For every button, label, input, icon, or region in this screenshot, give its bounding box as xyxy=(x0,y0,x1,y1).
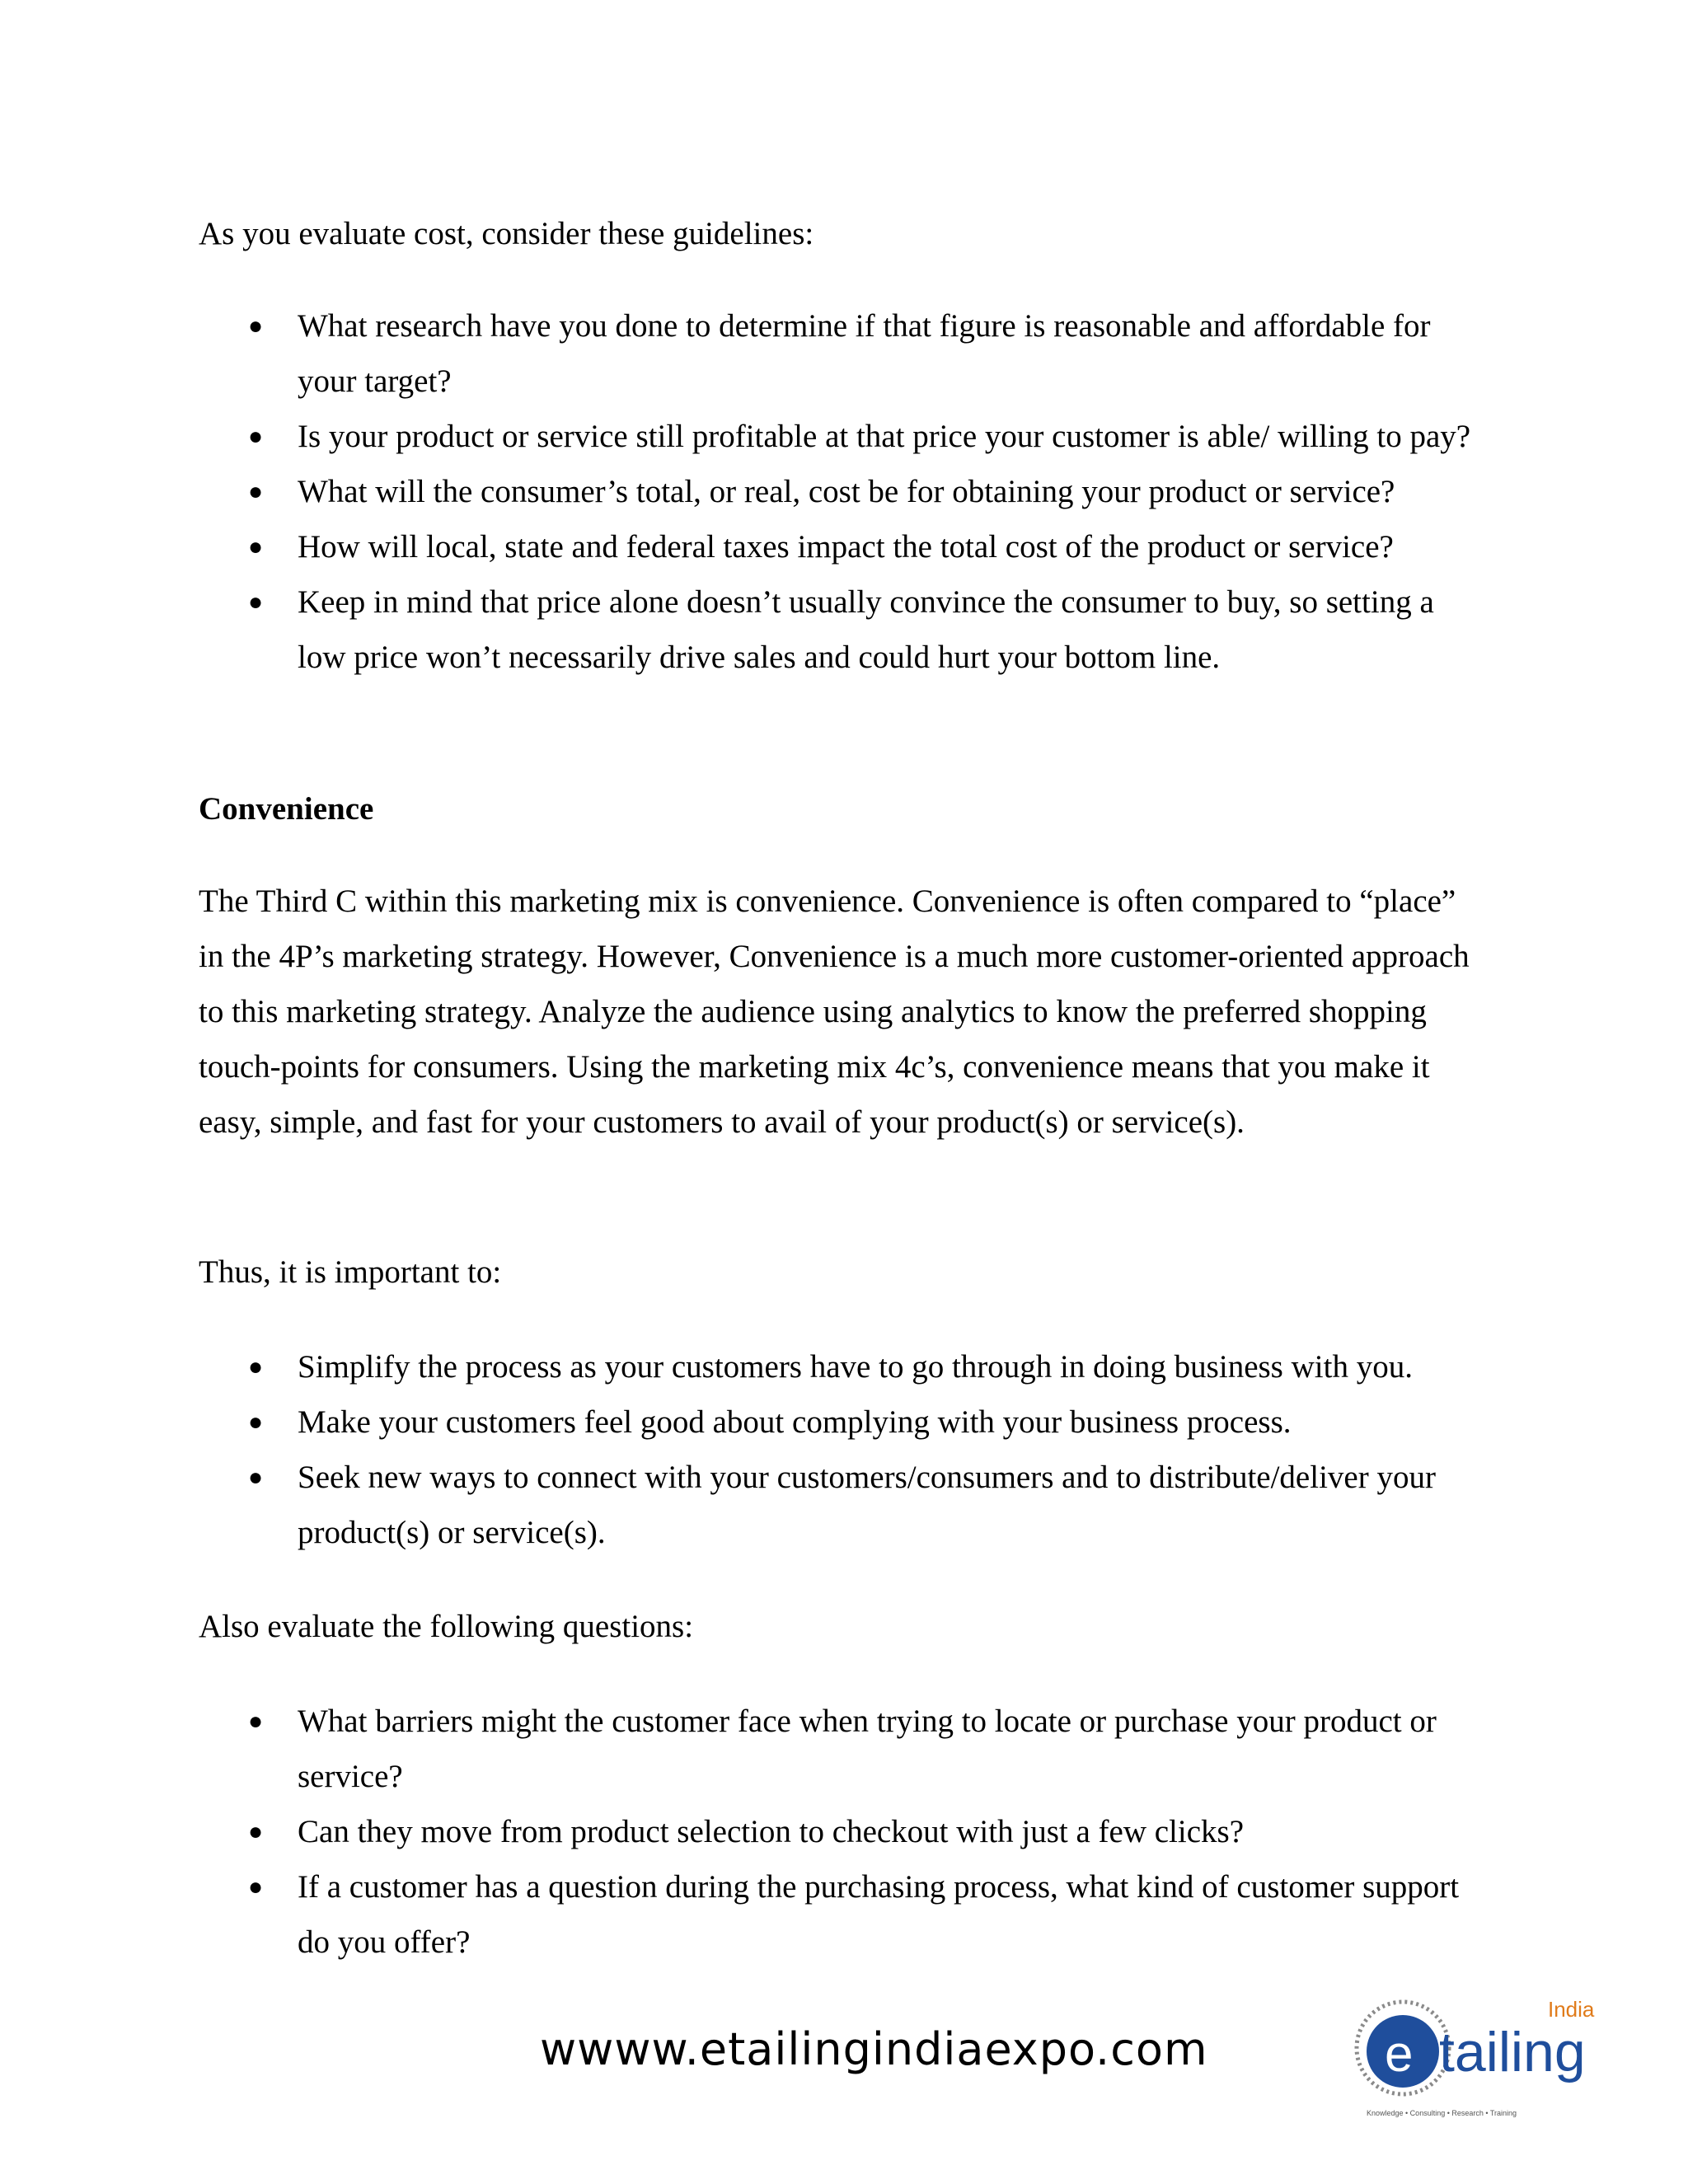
important-intro: Thus, it is important to: xyxy=(199,1254,502,1290)
questions-list xyxy=(199,1694,1484,1970)
cost-intro: As you evaluate cost, consider these guidelines: xyxy=(199,216,814,251)
list-item: ● Is your product or service still profitable at that price your customer is able/ willing to pay? xyxy=(199,409,1484,464)
list-item: ● Can they move from product selection to checkout with just a few clicks? xyxy=(199,1804,1484,1859)
bullet-icon: ● xyxy=(248,1353,264,1380)
bullet-icon: ● xyxy=(248,478,264,505)
cost-guidelines-list xyxy=(199,298,1484,685)
bullet-icon: ● xyxy=(248,1464,264,1491)
bullet-icon: ● xyxy=(248,1408,264,1436)
list-item: ● If a customer has a question during the purchasing process, what kind of customer support do you offer? xyxy=(199,1859,1484,1970)
logo-tag: India xyxy=(1548,1997,1595,2022)
bullet-icon: ● xyxy=(248,1708,264,1735)
logo-tagline: Knowledge • Consulting • Research • Training xyxy=(1367,2109,1517,2117)
list-item: ● How will local, state and federal taxes impact the total cost of the product or service? xyxy=(199,519,1484,574)
list-item: ● What will the consumer’s total, or real, cost be for obtaining your product or service? xyxy=(199,464,1484,519)
list-item: ● What research have you done to determine if that figure is reasonable and affordable for your target? xyxy=(199,298,1484,409)
list-item: ● Keep in mind that price alone doesn’t usually convince the consumer to buy, so setting a low price won’t necessarily drive sales and could hurt your bottom line. xyxy=(199,574,1484,685)
footer-url[interactable]: wwww.etailingindiaexpo.com xyxy=(540,2023,1208,2075)
convenience-heading: Convenience xyxy=(199,791,374,827)
questions-intro: Also evaluate the following questions: xyxy=(199,1609,694,1644)
etailing-logo xyxy=(1352,1974,1599,2122)
bullet-icon: ● xyxy=(248,1873,264,1900)
list-item: ● Simplify the process as your customers have to go through in doing business with you. xyxy=(199,1339,1484,1394)
bullet-icon: ● xyxy=(248,533,264,560)
convenience-paragraph: The Third C within this marketing mix is convenience. Convenience is often compared to “place” in the 4P’s marketing strategy. However, Convenience is a much more customer-oriented approach to this marketing strategy. Analyze the audience using analytics to know the preferred shopping touch-points for consumers. Using the marketing mix 4c’s, convenience means that you make it easy, simple, and fast for your customers to avail of your product(s) or service(s). xyxy=(199,883,1470,1140)
bullet-icon: ● xyxy=(248,312,264,340)
bullet-icon: ● xyxy=(248,588,264,616)
bullet-icon: ● xyxy=(248,423,264,450)
important-list xyxy=(199,1339,1484,1560)
list-item: ● Make your customers feel good about complying with your business process. xyxy=(199,1394,1484,1450)
list-item: ● Seek new ways to connect with your customers/consumers and to distribute/deliver your product(s) or service(s). xyxy=(199,1450,1484,1560)
bullet-icon: ● xyxy=(248,1818,264,1845)
list-item: ● What barriers might the customer face when trying to locate or purchase your product or service? xyxy=(199,1694,1484,1804)
logo-e-letter: e xyxy=(1385,2026,1414,2083)
logo-wordmark: tailing xyxy=(1439,2021,1586,2083)
